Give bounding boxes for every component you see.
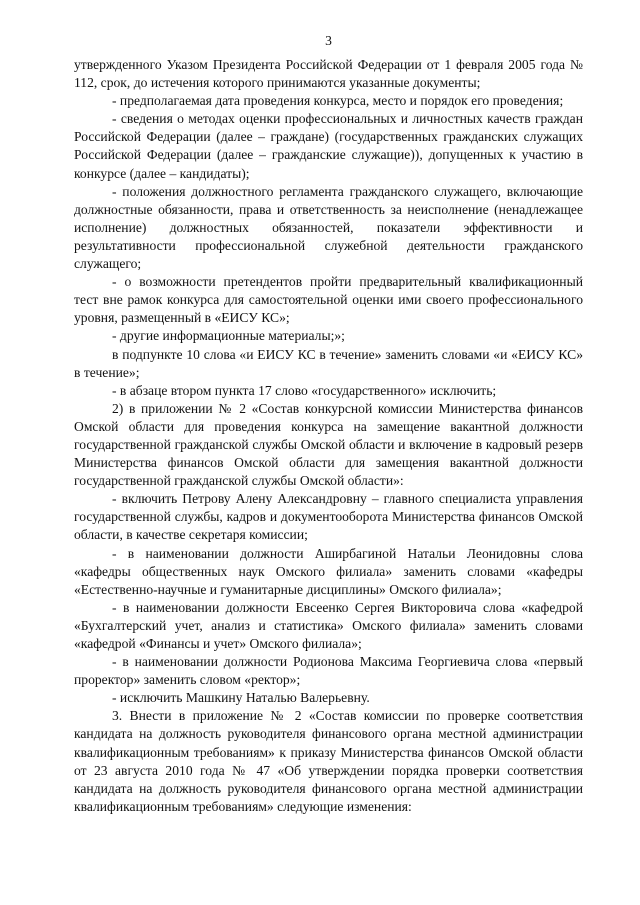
paragraph: - в наименовании должности Родионова Максима Георгиевича слова «первый проректор» заменить словом «ректор»; (74, 654, 583, 688)
paragraph: - в наименовании должности Аширбагиной Натальи Леонидовны слова «кафедры общественных наук Омского филиала» заменить словами «кафедры «Естественно-научные и гуманитарные дисциплины» Омского филиала»; (74, 545, 583, 597)
paragraph: - положения должностного регламента гражданского служащего, включающие должностные обязанности, права и ответственность за неисполнение (ненадлежащее исполнение) должностных обязанностей, показатели эффективности и результативности профессиональной служебной деятельности гражданского служащего; (74, 183, 583, 272)
paragraph: - сведения о методах оценки профессиональных и личностных качеств граждан Российской Федерации (далее – граждане) (государственных гражданских служащих Российской Федерации (далее – гражданские служащие)), допущенных к участию в конкурсе (далее – кандидаты); (74, 111, 583, 181)
paragraph: - предполагаемая дата проведения конкурса, место и порядок его проведения; (112, 93, 564, 109)
paragraph: - другие информационные материалы;»; (112, 328, 345, 344)
paragraph: - исключить Машкину Наталью Валерьевну. (112, 690, 370, 706)
paragraph: 2) в приложении № 2 «Состав конкурсной комиссии Министерства финансов Омской области для проведения конкурса на замещение вакантной должности государственной гражданской службы Омской области и включение в кадровый резерв Министерства финансов Омской области для замещения вакантной должности государственной гражданской службы Омской области»: (74, 400, 583, 489)
page-number: 3 (325, 33, 332, 48)
paragraph: в подпункте 10 слова «и ЕИСУ КС в течение» заменить словами «и «ЕИСУ КС» в течение»; (74, 346, 583, 380)
paragraph: 3. Внести в приложение № 2 «Состав комиссии по проверке соответствия кандидата на должность руководителя финансового органа местной администрации квалификационным требованиям» к приказу Министерства финансов Омской области от 23 августа 2010 года № 47 «Об утверждении порядка проверки соответствия кандидата на должность руководителя финансового органа местной администрации квалификационным требованиям» следующие изменения: (74, 708, 583, 814)
paragraph: - включить Петрову Алену Александровну – главного специалиста управления государственной службы, кадров и документооборота Министерства финансов Омской области, в качестве секретаря комиссии; (74, 491, 583, 543)
paragraph: - о возможности претендентов пройти предварительный квалификационный тест вне рамок конкурса для самостоятельной оценки ими своего профессионального уровня, размещенный в «ЕИСУ КС»; (74, 274, 583, 326)
paragraph: утвержденного Указом Президента Российской Федерации от 1 февраля 2005 года № 112, срок, до истечения которого принимаются указанные документы; (74, 57, 583, 91)
paragraph: - в наименовании должности Евсеенко Сергея Викторовича слова «кафедрой «Бухгалтерский учет, анализ и статистика» Омского филиала» заменить словами «кафедрой «Финансы и учет» Омского филиала»; (74, 599, 583, 651)
paragraph: - в абзаце втором пункта 17 слово «государственного» исключить; (112, 382, 497, 398)
document-body (74, 56, 583, 816)
